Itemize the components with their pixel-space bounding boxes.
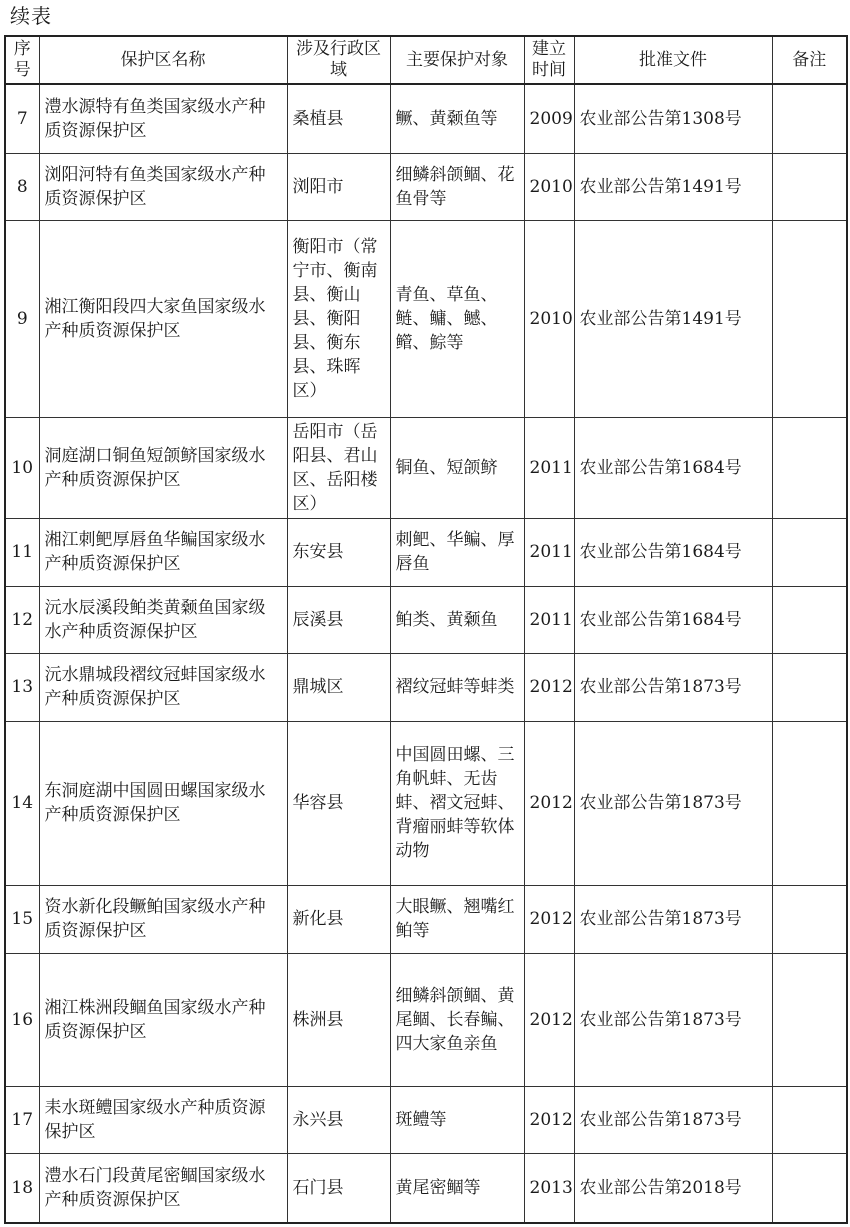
header-object: 主要保护对象 xyxy=(390,36,524,84)
cell-area: 株洲县 xyxy=(287,953,390,1086)
cell-doc: 农业部公告第1491号 xyxy=(574,153,772,220)
cell-name: 湘江株洲段鲴鱼国家级水产种质资源保护区 xyxy=(39,953,287,1086)
cell-doc: 农业部公告第1308号 xyxy=(574,84,772,153)
cell-note xyxy=(772,586,847,653)
header-note: 备注 xyxy=(772,36,847,84)
cell-area: 石门县 xyxy=(287,1153,390,1223)
cell-object: 细鳞斜颌鲴、花鱼骨等 xyxy=(390,153,524,220)
cell-note xyxy=(772,885,847,953)
cell-year: 2013 xyxy=(524,1153,574,1223)
cell-doc: 农业部公告第1684号 xyxy=(574,417,772,518)
cell-year: 2012 xyxy=(524,953,574,1086)
cell-doc: 农业部公告第2018号 xyxy=(574,1153,772,1223)
cell-object: 青鱼、草鱼、鲢、鳙、鳡、鳤、鯮等 xyxy=(390,220,524,417)
table-row xyxy=(5,220,847,417)
cell-area: 鼎城区 xyxy=(287,653,390,721)
table-row xyxy=(5,721,847,885)
cell-note xyxy=(772,721,847,885)
cell-object: 大眼鳜、翘嘴红鲌等 xyxy=(390,885,524,953)
table-row xyxy=(5,885,847,953)
cell-note xyxy=(772,518,847,586)
cell-note xyxy=(772,653,847,721)
cell-no: 12 xyxy=(5,586,39,653)
cell-doc: 农业部公告第1873号 xyxy=(574,653,772,721)
cell-area: 永兴县 xyxy=(287,1086,390,1153)
cell-doc: 农业部公告第1684号 xyxy=(574,518,772,586)
cell-year: 2011 xyxy=(524,518,574,586)
cell-area: 浏阳市 xyxy=(287,153,390,220)
cell-object: 鲌类、黄颡鱼 xyxy=(390,586,524,653)
cell-no: 14 xyxy=(5,721,39,885)
cell-object: 细鳞斜颌鲴、黄尾鲴、长春鳊、四大家鱼亲鱼 xyxy=(390,953,524,1086)
cell-no: 9 xyxy=(5,220,39,417)
cell-doc: 农业部公告第1873号 xyxy=(574,721,772,885)
cell-doc: 农业部公告第1491号 xyxy=(574,220,772,417)
cell-area: 辰溪县 xyxy=(287,586,390,653)
table-row xyxy=(5,153,847,220)
table-row xyxy=(5,417,847,518)
header-no: 序号 xyxy=(5,36,39,84)
cell-object: 铜鱼、短颌鲚 xyxy=(390,417,524,518)
cell-area: 新化县 xyxy=(287,885,390,953)
cell-doc: 农业部公告第1873号 xyxy=(574,885,772,953)
cell-name: 湘江刺鲃厚唇鱼华鳊国家级水产种质资源保护区 xyxy=(39,518,287,586)
cell-area: 桑植县 xyxy=(287,84,390,153)
cell-year: 2010 xyxy=(524,220,574,417)
cell-year: 2012 xyxy=(524,653,574,721)
cell-area: 东安县 xyxy=(287,518,390,586)
protected-areas-table xyxy=(4,35,848,1224)
cell-area: 衡阳市（常宁市、衡南县、衡山县、衡阳县、衡东县、珠晖区） xyxy=(287,220,390,417)
cell-name: 湘江衡阳段四大家鱼国家级水产种质资源保护区 xyxy=(39,220,287,417)
cell-note xyxy=(772,417,847,518)
cell-note xyxy=(772,953,847,1086)
table-row xyxy=(5,1153,847,1223)
cell-doc: 农业部公告第1873号 xyxy=(574,953,772,1086)
header-row xyxy=(5,36,847,84)
cell-no: 16 xyxy=(5,953,39,1086)
cell-name: 耒水斑鳢国家级水产种质资源保护区 xyxy=(39,1086,287,1153)
table-row xyxy=(5,518,847,586)
table-row xyxy=(5,953,847,1086)
header-area: 涉及行政区域 xyxy=(287,36,390,84)
cell-no: 11 xyxy=(5,518,39,586)
cell-object: 褶纹冠蚌等蚌类 xyxy=(390,653,524,721)
cell-note xyxy=(772,153,847,220)
cell-year: 2012 xyxy=(524,885,574,953)
table-row xyxy=(5,653,847,721)
cell-note xyxy=(772,220,847,417)
cell-note xyxy=(772,1153,847,1223)
cell-name: 资水新化段鳜鲌国家级水产种质资源保护区 xyxy=(39,885,287,953)
cell-note xyxy=(772,1086,847,1153)
cell-name: 沅水辰溪段鲌类黄颡鱼国家级水产种质资源保护区 xyxy=(39,586,287,653)
header-year: 建立时间 xyxy=(524,36,574,84)
cell-doc: 农业部公告第1684号 xyxy=(574,586,772,653)
cell-name: 浏阳河特有鱼类国家级水产种质资源保护区 xyxy=(39,153,287,220)
table-row xyxy=(5,84,847,153)
cell-name: 澧水石门段黄尾密鲴国家级水产种质资源保护区 xyxy=(39,1153,287,1223)
cell-note xyxy=(772,84,847,153)
cell-year: 2009 xyxy=(524,84,574,153)
cell-no: 18 xyxy=(5,1153,39,1223)
table-caption: 续表 xyxy=(10,4,52,28)
cell-year: 2011 xyxy=(524,586,574,653)
cell-year: 2012 xyxy=(524,721,574,885)
cell-name: 洞庭湖口铜鱼短颌鲚国家级水产种质资源保护区 xyxy=(39,417,287,518)
cell-no: 10 xyxy=(5,417,39,518)
cell-doc: 农业部公告第1873号 xyxy=(574,1086,772,1153)
cell-object: 黄尾密鲴等 xyxy=(390,1153,524,1223)
table-row xyxy=(5,586,847,653)
header-name: 保护区名称 xyxy=(39,36,287,84)
cell-no: 15 xyxy=(5,885,39,953)
cell-object: 斑鳢等 xyxy=(390,1086,524,1153)
header-doc: 批准文件 xyxy=(574,36,772,84)
cell-no: 13 xyxy=(5,653,39,721)
cell-object: 刺鲃、华鳊、厚唇鱼 xyxy=(390,518,524,586)
cell-area: 华容县 xyxy=(287,721,390,885)
cell-name: 东洞庭湖中国圆田螺国家级水产种质资源保护区 xyxy=(39,721,287,885)
cell-year: 2011 xyxy=(524,417,574,518)
cell-name: 沅水鼎城段褶纹冠蚌国家级水产种质资源保护区 xyxy=(39,653,287,721)
cell-no: 17 xyxy=(5,1086,39,1153)
cell-year: 2010 xyxy=(524,153,574,220)
cell-object: 鳜、黄颡鱼等 xyxy=(390,84,524,153)
cell-no: 7 xyxy=(5,84,39,153)
table-row xyxy=(5,1086,847,1153)
cell-object: 中国圆田螺、三角帆蚌、无齿蚌、褶文冠蚌、背瘤丽蚌等软体动物 xyxy=(390,721,524,885)
cell-no: 8 xyxy=(5,153,39,220)
cell-area: 岳阳市（岳阳县、君山区、岳阳楼区） xyxy=(287,417,390,518)
cell-year: 2012 xyxy=(524,1086,574,1153)
cell-name: 澧水源特有鱼类国家级水产种质资源保护区 xyxy=(39,84,287,153)
